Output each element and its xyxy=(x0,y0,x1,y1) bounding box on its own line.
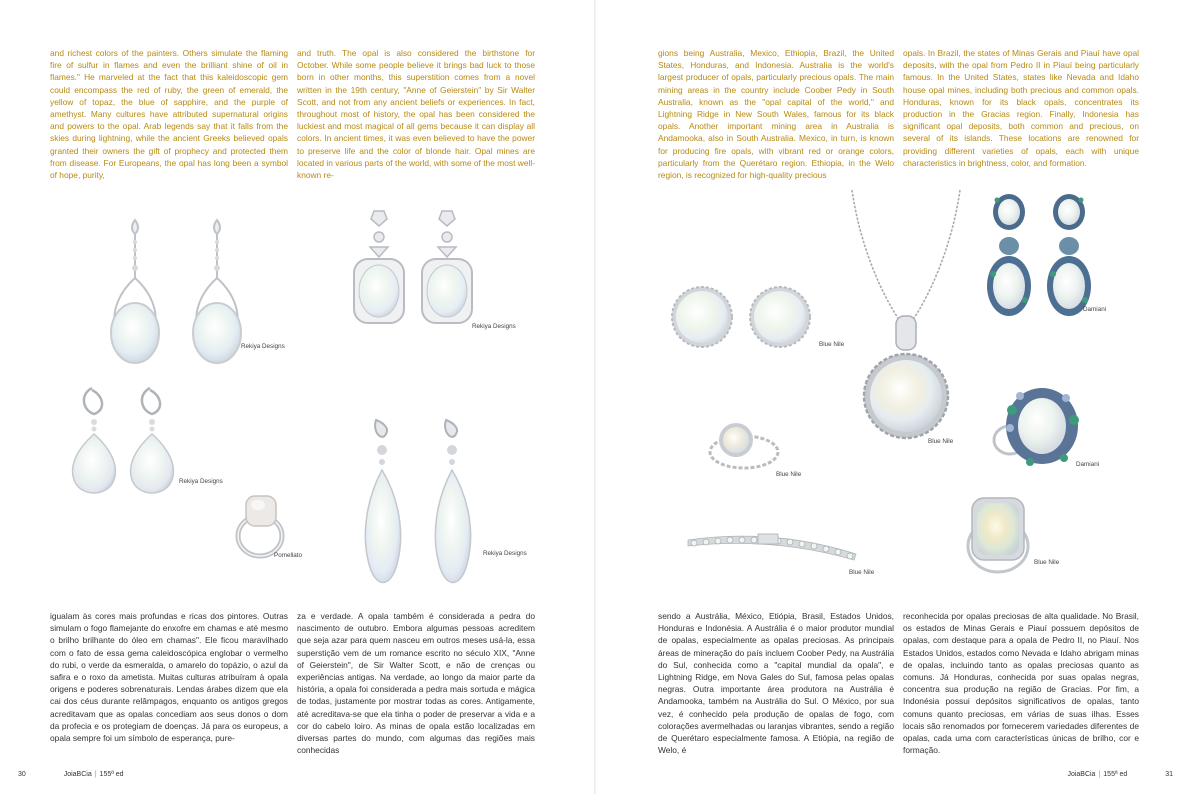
twist-ring-image xyxy=(706,416,790,474)
cushion-ring-image xyxy=(960,492,1036,576)
page-number: 30 xyxy=(18,771,26,778)
image-credit: Damiani xyxy=(1076,461,1100,468)
image-credit: Rekiya Designs xyxy=(483,550,527,557)
left-english-column-1: and richest colors of the painters. Others simulate the flaming fire of sulfur in flames and even the brilliant shine of oil in flames." He marveled at the fact that this kaleidoscopic gem could encompass the red of ruby, the green of emerald, the yellow of topaz, the blue of sapphire, and the purple of amethyst. Many cultures have attributed supernatural origins and powers to the opal. Arab legends say that it falls from the skies during lightning, while the ancient Greeks believed opals granted their owners the gift of prophecy and protected them from disease. For Europeans, the opal has long been a symbol of hope, purity, xyxy=(50,48,288,181)
edition-label: 155ª ed xyxy=(1103,771,1128,778)
left-portuguese-column-1: igualam às cores mais profundas e ricas dos pintores. Outras simulam o fogo flamejante do enxofre em chamas e até mesmo o brilho brilhante do óleo em chamas". Ele ficou maravilhado com o fato de essa gema caleidoscópica englobar o vermelho do rubi, o verde da esmeralda, o amarelo do topázio, o azul da safira e o roxo da ametista. Muitas culturas atribuíram à opala origens e poderes sobrenaturais. Lendas árabes dizem que ela cai dos céus durante relâmpagos, enquanto os antigos gregos acreditavam que as opalas concediam aos seus donos o dom da profecia e os protegiam de doenças. Já para os europeus, a opala sempre foi um símbolo de esperança, pure- xyxy=(50,611,288,744)
cluster-cocktail-ring-image xyxy=(990,384,1086,470)
left-english-column-2: and truth. The opal is also considered the birthstone for October. While some people believe it brings bad luck to those born in other months, this superstition comes from a novel written in the 19th century, "Anne of Geierstein" by Sir Walter Scott, and not from any ancient beliefs or experiences. In fact, throughout most of history, the opal has been considered the luckiest and most magical of all gems because it can display all colors. In ancient times, it was even believed to have the power to preserve life and the color of blonde hair. Opal mines are located in various parts of the world, with some of the most well-known re- xyxy=(297,48,535,181)
right-folio: JoiaBCia | 155ª ed 31 xyxy=(1067,771,1173,778)
page-number: 31 xyxy=(1165,771,1173,778)
right-portuguese-column-2: reconhecida por opalas preciosas de alta qualidade. No Brasil, os estados de Minas Gerais e Piauí possuem depósitos de opalas, com destaque para a opala de Pedro II, no Piauí. Nos Estados Unidos, estados como Nevada e Idaho abrigam minas de opalas, incluindo tanto as opalas preciosas quanto as comuns. Já Honduras, conhecida por suas opalas negras, concentra sua produção na região de Gracias. Por fim, a Indonésia possui depósitos significativos de opalas, tanto comuns quanto preciosas, em várias de suas ilhas. Esses locais são renomados por fornecerem variedades diferentes de opalas, cada uma com características únicas de brilho, cor e formação. xyxy=(903,611,1139,756)
right-english-column-2: opals. In Brazil, the states of Minas Gerais and Piauí have opal deposits, with the opal from Pedro II in Piauí being particularly famous. In the United States, states like Nevada and Idaho house opal mines, including both precious and common opals. Honduras, known for its black opals, concentrates its production in the Gracias region. Finally, Indonesia has significant opal deposits, both common and precious, on several of its islands. These locations are renowned for providing different varieties of opals, each with unique characteristics in brightness, color, and formation. xyxy=(903,48,1139,168)
halo-cabochon-earrings-image xyxy=(348,207,478,332)
page-gutter xyxy=(594,0,596,794)
edition-label: 155ª ed xyxy=(99,771,124,778)
image-credit: Rekiya Designs xyxy=(241,343,285,350)
magazine-name: JoiaBCia xyxy=(63,771,92,778)
long-pear-drop-earrings-image xyxy=(360,414,480,596)
image-credit: Blue Nile xyxy=(1034,559,1060,566)
right-portuguese-column-1: sendo a Austrália, México, Etiópia, Brasil, Estados Unidos, Honduras e Indonésia. A Austrália é o maior produtor mundial de opalas, especialmente as opalas preciosas. As principais áreas de mineração do país incluem Coober Pedy, na Austrália do Sul, conhecida como a "capital mundial da opala", e Lightning Ridge, em Nova Gales do Sul, famosa pelas opalas negras. Outra importante área produtora na Austrália é Andamooka, também na Austrália do Sul. O México, por sua vez, é conhecido pela produção de opalas de fogo, com colorações avermelhadas ou laranjas vibrantes, sendo a região de Querétaro especialmente famosa. A Etiópia, na região de Welo, é xyxy=(658,611,894,756)
pear-earrings-image xyxy=(64,384,184,499)
stud-earrings-image xyxy=(662,282,822,352)
image-credit: Rekiya Designs xyxy=(179,478,223,485)
cluster-drop-earrings-image xyxy=(985,186,1095,336)
magazine-name: JoiaBCia xyxy=(1067,771,1096,778)
image-credit: Blue Nile xyxy=(776,471,802,478)
left-folio: 30 JoiaBCia | 155ª ed xyxy=(18,771,124,778)
image-credit: Blue Nile xyxy=(819,341,845,348)
pendant-necklace-image xyxy=(842,186,972,456)
left-portuguese-column-2: za e verdade. A opala também é considerada a pedra do nascimento de outubro. Embora algumas pessoas acreditem que seja azar para quem nasceu em outros meses usá-la, essa superstição vem de um romance escrito no século XIX, "Anne of Geierstein", de Sir Walter Scott, e não de crenças ou experiências antigas. Na verdade, ao longo da maior parte da história, a opala foi considerada a pedra mais sortuda e mágica de todas, justamente por mostrar todas as cores. Antigamente, até acreditava-se que ela tinha o poder de preservar a vida e a cor do cabelo loiro. As minas de opala estão localizadas em diversas partes do mundo, com algumas das regiões mais conhecidas xyxy=(297,611,535,756)
image-credit: Blue Nile xyxy=(849,569,875,576)
right-english-column-1: gions being Australia, Mexico, Ethiopia, Brazil, the United States, Honduras, and Indonesia. Australia is the world's largest producer of opals, particularly precious opals. The main mining areas in the country include Coober Pedy in South Australia, known as the "opal capital of the world," and Lightning Ridge in New South Wales, famous for its black opals. Another important mining area in Australia is Andamooka, also in South Australia. Mexico, in turn, is known for producing fire opals, with vibrant red or orange colors, particularly from the Querétaro region. Ethiopia, in the Welo region, is recognized for high-quality precious xyxy=(658,48,894,181)
drop-earrings-image xyxy=(105,208,245,378)
image-credit: Pomellato xyxy=(274,552,303,559)
tennis-bracelet-image xyxy=(684,530,859,572)
image-credit: Blue Nile xyxy=(928,438,954,445)
image-credit: Damiani xyxy=(1083,306,1107,313)
image-credit: Rekiya Designs xyxy=(472,323,516,330)
